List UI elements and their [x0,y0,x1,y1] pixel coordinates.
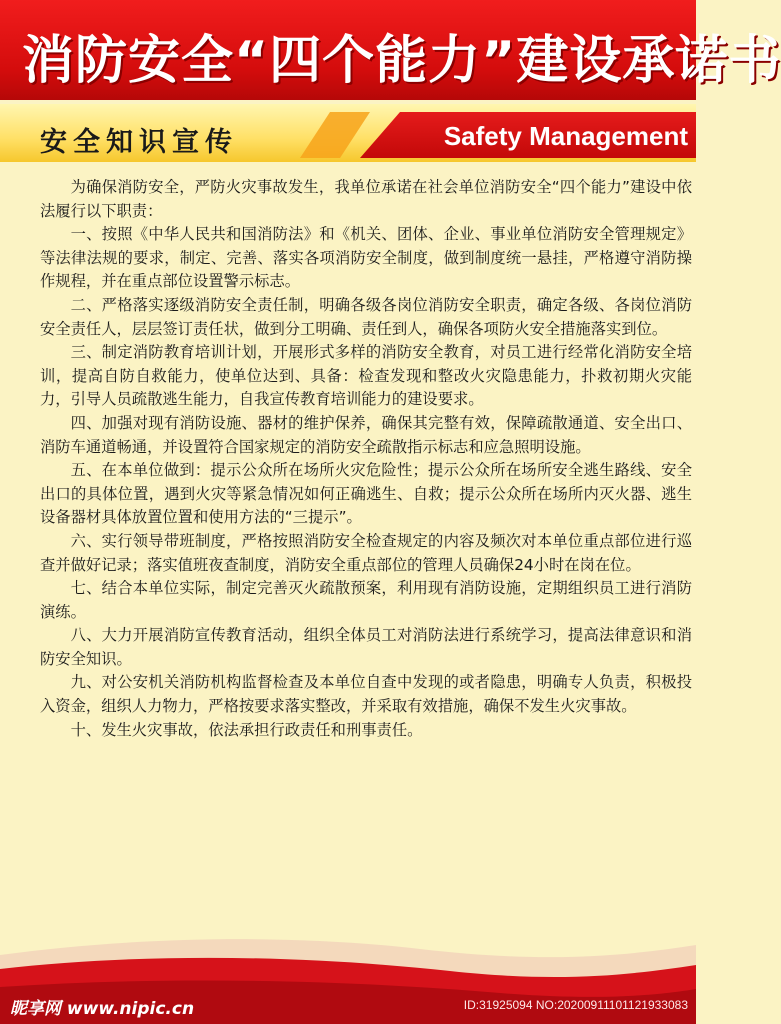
commitment-text [40,176,692,742]
section-banner [0,100,696,170]
paragraph-item-10: 十、发生火灾事故，依法承担行政责任和刑事责任。 [70,720,423,739]
header-banner [0,0,781,100]
paragraph-item-3: 三、制定消防教育培训计划，开展形式多样的消防安全教育，对员工进行经常化消防安全培训，提高自防自救能力，使单位达到、具备：检查发现和整改火灾隐患能力，扑救初期火灾能力，引导人员疏散逃生能力，自我宣传教育培训能力的建设要求。 [40,343,692,409]
paragraph-item-5: 五、在本单位做到：提示公众所在场所火灾危险性；提示公众所在场所安全逃生路线、安全出口的具体位置，遇到火灾等紧急情况如何正确逃生、自救；提示公众所在场所内灭火器、逃生设备器材具体放置位置和使用方法的“三提示”。 [40,461,692,527]
paragraph-item-8: 八、大力开展消防宣传教育活动，组织全体员工对消防法进行系统学习，提高法律意识和消防安全知识。 [40,626,692,668]
paragraph-intro: 为确保消防安全，严防火灾事故发生，我单位承诺在社会单位消防安全“四个能力”建设中依法履行以下职责： [40,178,692,220]
page-title: 消防安全“四个能力”建设承诺书 [22,31,781,91]
paragraph-item-1: 一、按照《中华人民共和国消防法》和《机关、团体、企业、事业单位消防安全管理规定》等法律法规的要求，制定、完善、落实各项消防安全制度，做到制度统一悬挂，严格遵守消防操作规程，并在重点部位设置警示标志。 [40,225,692,291]
section-title: 安全知识宣传 [40,127,238,158]
watermark-logo: 昵享网 www.nipic.cn [10,999,195,1019]
paragraph-item-6: 六、实行领导带班制度，严格按照消防安全检查规定的内容及频次对本单位重点部位进行巡查并做好记录；落实值班夜查制度，消防安全重点部位的管理人员确保24小时在岗在位。 [40,531,692,574]
image-id-text: ID:31925094 NO:20200911101121933083 [463,998,688,1012]
paragraph-item-4: 四、加强对现有消防设施、器材的维护保养，确保其完整有效，保障疏散通道、安全出口、消防车通道畅通，并设置符合国家规定的消防安全疏散指示标志和应急照明设施。 [40,413,692,456]
paragraph-item-2: 二、严格落实逐级消防安全责任制，明确各级各岗位消防安全职责，确定各级、各岗位消防安全责任人，层层签订责任状，做到分工明确、责任到人，确保各项防火安全措施落实到位。 [40,295,692,338]
paragraph-item-9: 九、对公安机关消防机构监督检查及本单位自查中发现的或者隐患，明确专人负责，积极投入资金，组织人力物力，严格按要求落实整改，并采取有效措施，确保不发生火灾事故。 [40,673,692,716]
paragraph-item-7: 七、结合本单位实际，制定完善灭火疏散预案，利用现有消防设施，定期组织员工进行消防演练。 [40,579,692,621]
section-title-english: Safety Management [443,121,688,151]
